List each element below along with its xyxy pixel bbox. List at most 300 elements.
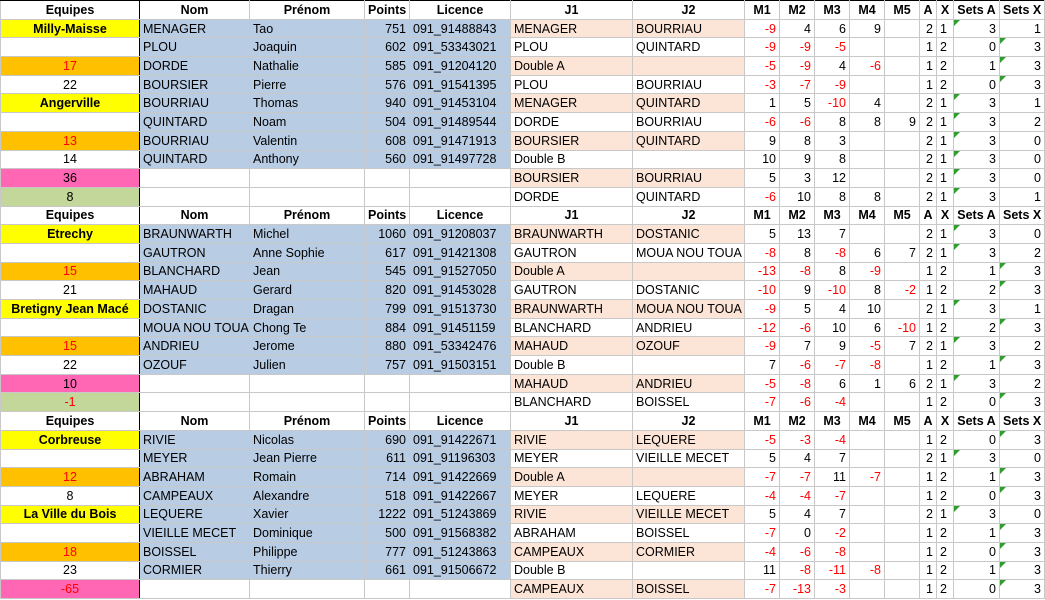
m4-cell[interactable]: -9 bbox=[850, 262, 885, 281]
j2-cell[interactable]: OZOUF bbox=[633, 337, 745, 356]
nom-cell[interactable] bbox=[140, 393, 250, 412]
m1-cell[interactable]: -7 bbox=[745, 524, 780, 543]
m2-cell[interactable]: -3 bbox=[780, 430, 815, 449]
m5-cell[interactable] bbox=[885, 468, 920, 487]
hdr-m4[interactable]: M4 bbox=[850, 1, 885, 20]
team-cell[interactable]: 15 bbox=[1, 337, 140, 356]
sets-a-cell[interactable]: 3 bbox=[954, 449, 1000, 468]
m4-cell[interactable]: 8 bbox=[850, 281, 885, 300]
prenom-cell[interactable]: Nicolas bbox=[250, 430, 365, 449]
a-cell[interactable]: 2 bbox=[920, 374, 937, 393]
sets-a-cell[interactable]: 3 bbox=[954, 113, 1000, 132]
points-cell[interactable]: 884 bbox=[365, 318, 410, 337]
m1-cell[interactable]: 5 bbox=[745, 169, 780, 188]
licence-cell[interactable]: 091_91471913 bbox=[410, 131, 511, 150]
a-cell[interactable]: 2 bbox=[920, 187, 937, 206]
x-cell[interactable]: 2 bbox=[937, 430, 954, 449]
prenom-cell[interactable]: Gerard bbox=[250, 281, 365, 300]
nom-cell[interactable]: CORMIER bbox=[140, 561, 250, 580]
sets-x-cell[interactable]: 0 bbox=[1000, 131, 1045, 150]
nom-cell[interactable] bbox=[140, 374, 250, 393]
nom-cell[interactable] bbox=[140, 187, 250, 206]
m4-cell[interactable]: 8 bbox=[850, 187, 885, 206]
licence-cell[interactable]: 091_91421308 bbox=[410, 243, 511, 262]
m2-cell[interactable]: -6 bbox=[780, 542, 815, 561]
m1-cell[interactable]: -3 bbox=[745, 75, 780, 94]
m1-cell[interactable]: -10 bbox=[745, 281, 780, 300]
m5-cell[interactable] bbox=[885, 449, 920, 468]
sets-a-cell[interactable]: 0 bbox=[954, 38, 1000, 57]
j1-cell[interactable]: BOURSIER bbox=[511, 131, 633, 150]
hdr-m2[interactable]: M2 bbox=[780, 412, 815, 431]
j1-cell[interactable]: DORDE bbox=[511, 187, 633, 206]
licence-cell[interactable]: 091_91451159 bbox=[410, 318, 511, 337]
m2-cell[interactable]: -7 bbox=[780, 75, 815, 94]
a-cell[interactable]: 2 bbox=[920, 449, 937, 468]
j1-cell[interactable]: Double B bbox=[511, 150, 633, 169]
j1-cell[interactable]: RIVIE bbox=[511, 505, 633, 524]
prenom-cell[interactable]: Jean bbox=[250, 262, 365, 281]
nom-cell[interactable]: MOUA NOU TOUA bbox=[140, 318, 250, 337]
a-cell[interactable]: 1 bbox=[920, 486, 937, 505]
j2-cell[interactable] bbox=[633, 57, 745, 76]
licence-cell[interactable]: 091_91503151 bbox=[410, 356, 511, 375]
hdr-sets-a[interactable]: Sets A bbox=[954, 206, 1000, 225]
m5-cell[interactable] bbox=[885, 542, 920, 561]
a-cell[interactable]: 2 bbox=[920, 169, 937, 188]
m2-cell[interactable]: 7 bbox=[780, 337, 815, 356]
licence-cell[interactable]: 091_91453104 bbox=[410, 94, 511, 113]
nom-cell[interactable]: OZOUF bbox=[140, 356, 250, 375]
licence-cell[interactable] bbox=[410, 187, 511, 206]
licence-cell[interactable]: 091_91541395 bbox=[410, 75, 511, 94]
m1-cell[interactable]: -7 bbox=[745, 393, 780, 412]
sets-x-cell[interactable]: 1 bbox=[1000, 94, 1045, 113]
sets-x-cell[interactable]: 3 bbox=[1000, 356, 1045, 375]
licence-cell[interactable] bbox=[410, 580, 511, 599]
x-cell[interactable]: 1 bbox=[937, 94, 954, 113]
points-cell[interactable]: 504 bbox=[365, 113, 410, 132]
m5-cell[interactable]: -2 bbox=[885, 281, 920, 300]
team-cell[interactable] bbox=[1, 113, 140, 132]
hdr-licence[interactable]: Licence bbox=[410, 206, 511, 225]
m4-cell[interactable] bbox=[850, 38, 885, 57]
points-cell[interactable]: 714 bbox=[365, 468, 410, 487]
m2-cell[interactable]: -8 bbox=[780, 561, 815, 580]
j2-cell[interactable]: QUINTARD bbox=[633, 38, 745, 57]
m5-cell[interactable] bbox=[885, 131, 920, 150]
m5-cell[interactable] bbox=[885, 505, 920, 524]
m5-cell[interactable] bbox=[885, 300, 920, 319]
prenom-cell[interactable]: Noam bbox=[250, 113, 365, 132]
m2-cell[interactable]: 9 bbox=[780, 281, 815, 300]
x-cell[interactable]: 2 bbox=[937, 262, 954, 281]
j2-cell[interactable]: LEQUERE bbox=[633, 486, 745, 505]
m3-cell[interactable]: 3 bbox=[815, 131, 850, 150]
m1-cell[interactable]: 11 bbox=[745, 561, 780, 580]
m2-cell[interactable]: 3 bbox=[780, 169, 815, 188]
j2-cell[interactable]: DOSTANIC bbox=[633, 225, 745, 244]
a-cell[interactable]: 2 bbox=[920, 150, 937, 169]
nom-cell[interactable]: DOSTANIC bbox=[140, 300, 250, 319]
j2-cell[interactable] bbox=[633, 561, 745, 580]
sets-a-cell[interactable]: 3 bbox=[954, 169, 1000, 188]
nom-cell[interactable]: PLOU bbox=[140, 38, 250, 57]
hdr-j1[interactable]: J1 bbox=[511, 1, 633, 20]
j1-cell[interactable]: BLANCHARD bbox=[511, 393, 633, 412]
j2-cell[interactable]: VIEILLE MECET bbox=[633, 505, 745, 524]
m5-cell[interactable] bbox=[885, 486, 920, 505]
points-cell[interactable] bbox=[365, 169, 410, 188]
points-cell[interactable]: 820 bbox=[365, 281, 410, 300]
licence-cell[interactable]: 091_91513730 bbox=[410, 300, 511, 319]
hdr-x[interactable]: X bbox=[937, 206, 954, 225]
points-cell[interactable] bbox=[365, 187, 410, 206]
sets-a-cell[interactable]: 3 bbox=[954, 225, 1000, 244]
m4-cell[interactable]: -8 bbox=[850, 356, 885, 375]
hdr-x[interactable]: X bbox=[937, 412, 954, 431]
m5-cell[interactable] bbox=[885, 524, 920, 543]
sets-a-cell[interactable]: 0 bbox=[954, 393, 1000, 412]
nom-cell[interactable] bbox=[140, 169, 250, 188]
j1-cell[interactable]: GAUTRON bbox=[511, 281, 633, 300]
nom-cell[interactable]: MENAGER bbox=[140, 19, 250, 38]
team-cell[interactable]: 21 bbox=[1, 281, 140, 300]
nom-cell[interactable]: VIEILLE MECET bbox=[140, 524, 250, 543]
m4-cell[interactable] bbox=[850, 131, 885, 150]
x-cell[interactable]: 1 bbox=[937, 113, 954, 132]
m1-cell[interactable]: -12 bbox=[745, 318, 780, 337]
m5-cell[interactable]: 7 bbox=[885, 243, 920, 262]
nom-cell[interactable]: MEYER bbox=[140, 449, 250, 468]
m5-cell[interactable] bbox=[885, 580, 920, 599]
j2-cell[interactable] bbox=[633, 262, 745, 281]
m3-cell[interactable]: -10 bbox=[815, 94, 850, 113]
m1-cell[interactable]: -5 bbox=[745, 57, 780, 76]
m5-cell[interactable] bbox=[885, 57, 920, 76]
a-cell[interactable]: 1 bbox=[920, 561, 937, 580]
j2-cell[interactable]: QUINTARD bbox=[633, 94, 745, 113]
points-cell[interactable] bbox=[365, 580, 410, 599]
m3-cell[interactable]: 7 bbox=[815, 505, 850, 524]
m2-cell[interactable]: -8 bbox=[780, 374, 815, 393]
m2-cell[interactable]: -8 bbox=[780, 262, 815, 281]
hdr-m5[interactable]: M5 bbox=[885, 1, 920, 20]
hdr-m4[interactable]: M4 bbox=[850, 206, 885, 225]
sets-a-cell[interactable]: 3 bbox=[954, 150, 1000, 169]
m4-cell[interactable] bbox=[850, 542, 885, 561]
m1-cell[interactable]: 10 bbox=[745, 150, 780, 169]
nom-cell[interactable]: DORDE bbox=[140, 57, 250, 76]
nom-cell[interactable]: QUINTARD bbox=[140, 113, 250, 132]
m2-cell[interactable]: 4 bbox=[780, 449, 815, 468]
j2-cell[interactable]: VIEILLE MECET bbox=[633, 449, 745, 468]
m4-cell[interactable] bbox=[850, 75, 885, 94]
m2-cell[interactable]: 10 bbox=[780, 187, 815, 206]
m4-cell[interactable]: -8 bbox=[850, 561, 885, 580]
sets-a-cell[interactable]: 0 bbox=[954, 580, 1000, 599]
j2-cell[interactable]: ANDRIEU bbox=[633, 374, 745, 393]
nom-cell[interactable]: ANDRIEU bbox=[140, 337, 250, 356]
hdr-m2[interactable]: M2 bbox=[780, 206, 815, 225]
m1-cell[interactable]: 9 bbox=[745, 131, 780, 150]
j1-cell[interactable]: CAMPEAUX bbox=[511, 542, 633, 561]
team-cell[interactable]: -65 bbox=[1, 580, 140, 599]
a-cell[interactable]: 1 bbox=[920, 38, 937, 57]
x-cell[interactable]: 2 bbox=[937, 57, 954, 76]
j2-cell[interactable]: MOUA NOU TOUA bbox=[633, 300, 745, 319]
prenom-cell[interactable] bbox=[250, 580, 365, 599]
sets-a-cell[interactable]: 3 bbox=[954, 505, 1000, 524]
j1-cell[interactable]: BRAUNWARTH bbox=[511, 225, 633, 244]
a-cell[interactable]: 2 bbox=[920, 300, 937, 319]
a-cell[interactable]: 1 bbox=[920, 262, 937, 281]
m4-cell[interactable]: -7 bbox=[850, 468, 885, 487]
j1-cell[interactable]: MAHAUD bbox=[511, 374, 633, 393]
hdr-sets-a[interactable]: Sets A bbox=[954, 1, 1000, 20]
team-cell[interactable]: -1 bbox=[1, 393, 140, 412]
m4-cell[interactable]: -6 bbox=[850, 57, 885, 76]
j2-cell[interactable] bbox=[633, 468, 745, 487]
sets-a-cell[interactable]: 3 bbox=[954, 19, 1000, 38]
j2-cell[interactable]: BOURRIAU bbox=[633, 169, 745, 188]
team-cell[interactable]: 18 bbox=[1, 542, 140, 561]
hdr-m5[interactable]: M5 bbox=[885, 206, 920, 225]
nom-cell[interactable]: BOURSIER bbox=[140, 75, 250, 94]
m2-cell[interactable]: 4 bbox=[780, 505, 815, 524]
hdr-m5[interactable]: M5 bbox=[885, 412, 920, 431]
team-cell[interactable]: Etrechy bbox=[1, 225, 140, 244]
nom-cell[interactable]: CAMPEAUX bbox=[140, 486, 250, 505]
licence-cell[interactable]: 091_91422671 bbox=[410, 430, 511, 449]
team-cell[interactable]: 8 bbox=[1, 486, 140, 505]
points-cell[interactable]: 757 bbox=[365, 356, 410, 375]
sets-x-cell[interactable]: 2 bbox=[1000, 374, 1045, 393]
licence-cell[interactable]: 091_91497728 bbox=[410, 150, 511, 169]
m2-cell[interactable]: -7 bbox=[780, 468, 815, 487]
licence-cell[interactable]: 091_51243869 bbox=[410, 505, 511, 524]
hdr-points[interactable]: Points bbox=[365, 412, 410, 431]
m2-cell[interactable]: -9 bbox=[780, 57, 815, 76]
m2-cell[interactable]: -6 bbox=[780, 393, 815, 412]
sets-x-cell[interactable]: 3 bbox=[1000, 524, 1045, 543]
m1-cell[interactable]: 1 bbox=[745, 94, 780, 113]
j2-cell[interactable]: LEQUERE bbox=[633, 430, 745, 449]
a-cell[interactable]: 2 bbox=[920, 94, 937, 113]
hdr-a[interactable]: A bbox=[920, 206, 937, 225]
prenom-cell[interactable]: Anthony bbox=[250, 150, 365, 169]
m3-cell[interactable]: 7 bbox=[815, 225, 850, 244]
j1-cell[interactable]: MEYER bbox=[511, 486, 633, 505]
x-cell[interactable]: 1 bbox=[937, 19, 954, 38]
sets-a-cell[interactable]: 1 bbox=[954, 57, 1000, 76]
a-cell[interactable]: 2 bbox=[920, 225, 937, 244]
j2-cell[interactable] bbox=[633, 150, 745, 169]
nom-cell[interactable]: GAUTRON bbox=[140, 243, 250, 262]
m3-cell[interactable]: 8 bbox=[815, 113, 850, 132]
x-cell[interactable]: 2 bbox=[937, 580, 954, 599]
team-cell[interactable]: 14 bbox=[1, 150, 140, 169]
x-cell[interactable]: 1 bbox=[937, 150, 954, 169]
hdr-prenom[interactable]: Prénom bbox=[250, 412, 365, 431]
j1-cell[interactable]: ABRAHAM bbox=[511, 524, 633, 543]
hdr-j1[interactable]: J1 bbox=[511, 412, 633, 431]
prenom-cell[interactable]: Dragan bbox=[250, 300, 365, 319]
x-cell[interactable]: 2 bbox=[937, 318, 954, 337]
j1-cell[interactable]: MAHAUD bbox=[511, 337, 633, 356]
m4-cell[interactable] bbox=[850, 505, 885, 524]
x-cell[interactable]: 2 bbox=[937, 281, 954, 300]
prenom-cell[interactable]: Anne Sophie bbox=[250, 243, 365, 262]
points-cell[interactable]: 940 bbox=[365, 94, 410, 113]
team-cell[interactable] bbox=[1, 449, 140, 468]
m5-cell[interactable] bbox=[885, 356, 920, 375]
j2-cell[interactable]: BOISSEL bbox=[633, 393, 745, 412]
a-cell[interactable]: 1 bbox=[920, 75, 937, 94]
hdr-points[interactable]: Points bbox=[365, 206, 410, 225]
m3-cell[interactable]: -3 bbox=[815, 580, 850, 599]
sets-x-cell[interactable]: 2 bbox=[1000, 243, 1045, 262]
prenom-cell[interactable]: Xavier bbox=[250, 505, 365, 524]
prenom-cell[interactable]: Thomas bbox=[250, 94, 365, 113]
prenom-cell[interactable]: Valentin bbox=[250, 131, 365, 150]
m2-cell[interactable]: 8 bbox=[780, 243, 815, 262]
m3-cell[interactable]: -4 bbox=[815, 430, 850, 449]
j1-cell[interactable]: RIVIE bbox=[511, 430, 633, 449]
j1-cell[interactable]: Double A bbox=[511, 262, 633, 281]
j1-cell[interactable]: Double B bbox=[511, 561, 633, 580]
m1-cell[interactable]: -4 bbox=[745, 486, 780, 505]
hdr-nom[interactable]: Nom bbox=[140, 1, 250, 20]
team-cell[interactable]: 22 bbox=[1, 75, 140, 94]
hdr-licence[interactable]: Licence bbox=[410, 1, 511, 20]
m3-cell[interactable]: 10 bbox=[815, 318, 850, 337]
hdr-m3[interactable]: M3 bbox=[815, 206, 850, 225]
m3-cell[interactable]: -8 bbox=[815, 542, 850, 561]
m5-cell[interactable]: 9 bbox=[885, 113, 920, 132]
m1-cell[interactable]: -7 bbox=[745, 580, 780, 599]
sets-x-cell[interactable]: 1 bbox=[1000, 300, 1045, 319]
hdr-sets-a[interactable]: Sets A bbox=[954, 412, 1000, 431]
m5-cell[interactable] bbox=[885, 169, 920, 188]
nom-cell[interactable]: BOURRIAU bbox=[140, 94, 250, 113]
m1-cell[interactable]: -9 bbox=[745, 337, 780, 356]
x-cell[interactable]: 1 bbox=[937, 131, 954, 150]
m3-cell[interactable]: 7 bbox=[815, 449, 850, 468]
m4-cell[interactable]: 6 bbox=[850, 243, 885, 262]
points-cell[interactable]: 585 bbox=[365, 57, 410, 76]
x-cell[interactable]: 1 bbox=[937, 187, 954, 206]
m5-cell[interactable] bbox=[885, 187, 920, 206]
sets-a-cell[interactable]: 3 bbox=[954, 187, 1000, 206]
points-cell[interactable]: 777 bbox=[365, 542, 410, 561]
m4-cell[interactable]: 6 bbox=[850, 318, 885, 337]
hdr-equipes[interactable]: Equipes bbox=[1, 412, 140, 431]
prenom-cell[interactable]: Tao bbox=[250, 19, 365, 38]
licence-cell[interactable] bbox=[410, 393, 511, 412]
m1-cell[interactable]: -7 bbox=[745, 468, 780, 487]
j2-cell[interactable]: MOUA NOU TOUA bbox=[633, 243, 745, 262]
m2-cell[interactable]: -4 bbox=[780, 486, 815, 505]
hdr-points[interactable]: Points bbox=[365, 1, 410, 20]
points-cell[interactable] bbox=[365, 393, 410, 412]
x-cell[interactable]: 1 bbox=[937, 337, 954, 356]
team-cell[interactable]: Corbreuse bbox=[1, 430, 140, 449]
m5-cell[interactable] bbox=[885, 38, 920, 57]
hdr-prenom[interactable]: Prénom bbox=[250, 206, 365, 225]
hdr-m1[interactable]: M1 bbox=[745, 206, 780, 225]
nom-cell[interactable]: ABRAHAM bbox=[140, 468, 250, 487]
m1-cell[interactable]: -8 bbox=[745, 243, 780, 262]
x-cell[interactable]: 2 bbox=[937, 524, 954, 543]
m5-cell[interactable] bbox=[885, 262, 920, 281]
m2-cell[interactable]: 5 bbox=[780, 300, 815, 319]
hdr-equipes[interactable]: Equipes bbox=[1, 206, 140, 225]
sets-x-cell[interactable]: 1 bbox=[1000, 187, 1045, 206]
m4-cell[interactable] bbox=[850, 449, 885, 468]
sets-x-cell[interactable]: 3 bbox=[1000, 486, 1045, 505]
points-cell[interactable]: 1060 bbox=[365, 225, 410, 244]
j1-cell[interactable]: Double A bbox=[511, 468, 633, 487]
hdr-licence[interactable]: Licence bbox=[410, 412, 511, 431]
hdr-sets-x[interactable]: Sets X bbox=[1000, 1, 1045, 20]
team-cell[interactable]: 22 bbox=[1, 356, 140, 375]
a-cell[interactable]: 1 bbox=[920, 318, 937, 337]
points-cell[interactable]: 661 bbox=[365, 561, 410, 580]
m5-cell[interactable]: -10 bbox=[885, 318, 920, 337]
m3-cell[interactable]: -9 bbox=[815, 75, 850, 94]
sets-x-cell[interactable]: 0 bbox=[1000, 225, 1045, 244]
prenom-cell[interactable]: Julien bbox=[250, 356, 365, 375]
team-cell[interactable] bbox=[1, 318, 140, 337]
sets-x-cell[interactable]: 0 bbox=[1000, 169, 1045, 188]
hdr-j2[interactable]: J2 bbox=[633, 412, 745, 431]
team-cell[interactable]: 10 bbox=[1, 374, 140, 393]
licence-cell[interactable]: 091_91422667 bbox=[410, 486, 511, 505]
team-cell[interactable]: 15 bbox=[1, 262, 140, 281]
m2-cell[interactable]: 4 bbox=[780, 19, 815, 38]
j2-cell[interactable]: QUINTARD bbox=[633, 131, 745, 150]
x-cell[interactable]: 1 bbox=[937, 225, 954, 244]
j1-cell[interactable]: BRAUNWARTH bbox=[511, 300, 633, 319]
licence-cell[interactable]: 091_53343021 bbox=[410, 38, 511, 57]
licence-cell[interactable]: 091_91204120 bbox=[410, 57, 511, 76]
m3-cell[interactable]: 11 bbox=[815, 468, 850, 487]
m4-cell[interactable]: 4 bbox=[850, 94, 885, 113]
sets-a-cell[interactable]: 2 bbox=[954, 318, 1000, 337]
m4-cell[interactable] bbox=[850, 486, 885, 505]
m2-cell[interactable]: 9 bbox=[780, 150, 815, 169]
a-cell[interactable]: 2 bbox=[920, 131, 937, 150]
licence-cell[interactable]: 091_91488843 bbox=[410, 19, 511, 38]
licence-cell[interactable] bbox=[410, 169, 511, 188]
m2-cell[interactable]: 8 bbox=[780, 131, 815, 150]
licence-cell[interactable]: 091_91196303 bbox=[410, 449, 511, 468]
sets-x-cell[interactable]: 3 bbox=[1000, 281, 1045, 300]
m4-cell[interactable] bbox=[850, 225, 885, 244]
m4-cell[interactable] bbox=[850, 169, 885, 188]
m3-cell[interactable]: 8 bbox=[815, 187, 850, 206]
points-cell[interactable]: 611 bbox=[365, 449, 410, 468]
m3-cell[interactable]: -4 bbox=[815, 393, 850, 412]
sets-a-cell[interactable]: 1 bbox=[954, 468, 1000, 487]
hdr-m3[interactable]: M3 bbox=[815, 412, 850, 431]
sets-x-cell[interactable]: 2 bbox=[1000, 113, 1045, 132]
prenom-cell[interactable]: Pierre bbox=[250, 75, 365, 94]
j2-cell[interactable]: QUINTARD bbox=[633, 187, 745, 206]
m2-cell[interactable]: -6 bbox=[780, 113, 815, 132]
sets-a-cell[interactable]: 3 bbox=[954, 300, 1000, 319]
